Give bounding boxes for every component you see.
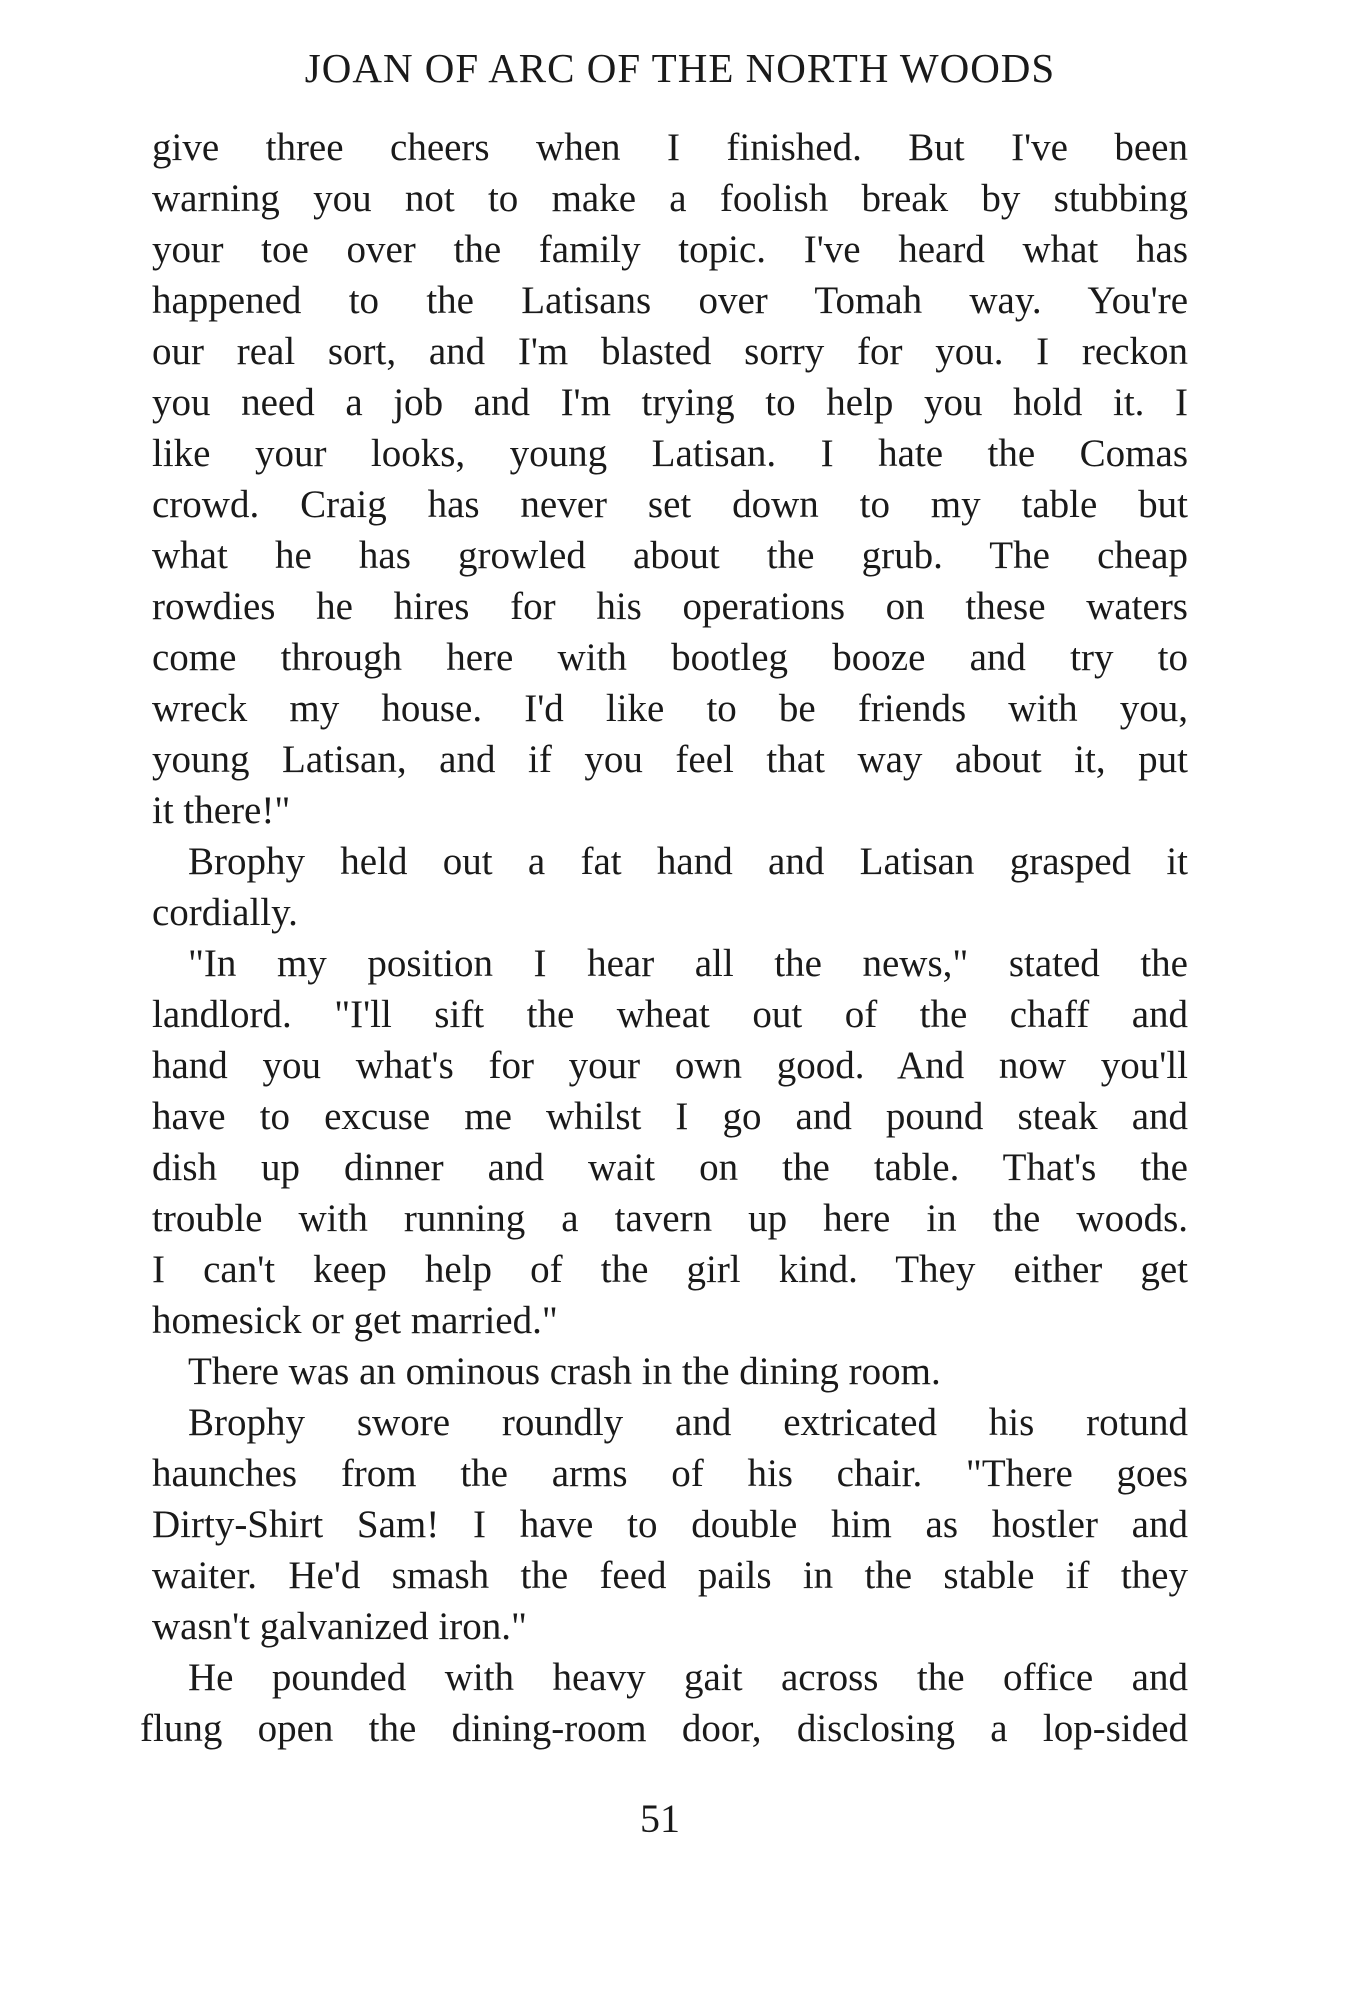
text-line: dish up dinner and wait on the table. That's the — [152, 1146, 1188, 1189]
text-line: like your looks, young Latisan. I hate the Comas — [152, 432, 1188, 475]
text-line: There was an ominous crash in the dining room. — [188, 1350, 941, 1393]
text-line: "In my position I hear all the news," stated the — [188, 942, 1188, 985]
text-line: give three cheers when I finished. But I've been — [152, 126, 1188, 169]
running-title: JOAN OF ARC OF THE NORTH WOODS — [304, 45, 1056, 91]
text-line: flung open the dining-room door, disclosing a lop-sided — [140, 1707, 1188, 1750]
text-line: Brophy held out a fat hand and Latisan grasped it — [188, 840, 1188, 883]
text-line: He pounded with heavy gait across the office and — [188, 1656, 1188, 1699]
text-line: warning you not to make a foolish break by stubbing — [152, 177, 1188, 220]
text-line: crowd. Craig has never set down to my table but — [152, 483, 1188, 526]
text-line: what he has growled about the grub. The cheap — [152, 534, 1188, 577]
text-line: cordially. — [152, 891, 298, 934]
text-line: I can't keep help of the girl kind. They either get — [152, 1248, 1188, 1291]
text-line: hand you what's for your own good. And now you'll — [152, 1044, 1188, 1087]
body-text — [140, 122, 1188, 1754]
text-line: landlord. "I'll sift the wheat out of the chaff and — [152, 993, 1188, 1036]
text-line: haunches from the arms of his chair. "There goes — [152, 1452, 1188, 1495]
text-line: come through here with bootleg booze and try to — [152, 636, 1188, 679]
text-line: young Latisan, and if you feel that way about it, put — [152, 738, 1188, 781]
text-line: have to excuse me whilst I go and pound steak and — [152, 1095, 1188, 1138]
text-line: your toe over the family topic. I've heard what has — [152, 228, 1188, 271]
text-line: happened to the Latisans over Tomah way. You're — [152, 279, 1188, 322]
text-line: our real sort, and I'm blasted sorry for you. I reckon — [152, 330, 1188, 373]
text-line: homesick or get married." — [152, 1299, 558, 1342]
text-line: wreck my house. I'd like to be friends with you, — [152, 687, 1188, 730]
text-line: it there!" — [152, 789, 291, 832]
text-line: Dirty-Shirt Sam! I have to double him as hostler and — [152, 1503, 1188, 1546]
text-line: Brophy swore roundly and extricated his rotund — [188, 1401, 1188, 1444]
text-line: waiter. He'd smash the feed pails in the stable if they — [152, 1554, 1188, 1597]
page-number: 51 — [640, 1796, 680, 1841]
text-line: rowdies he hires for his operations on these waters — [152, 585, 1188, 628]
text-line: trouble with running a tavern up here in the woods. — [152, 1197, 1188, 1240]
text-line: you need a job and I'm trying to help you hold it. I — [152, 381, 1188, 424]
text-line: wasn't galvanized iron." — [152, 1605, 527, 1648]
